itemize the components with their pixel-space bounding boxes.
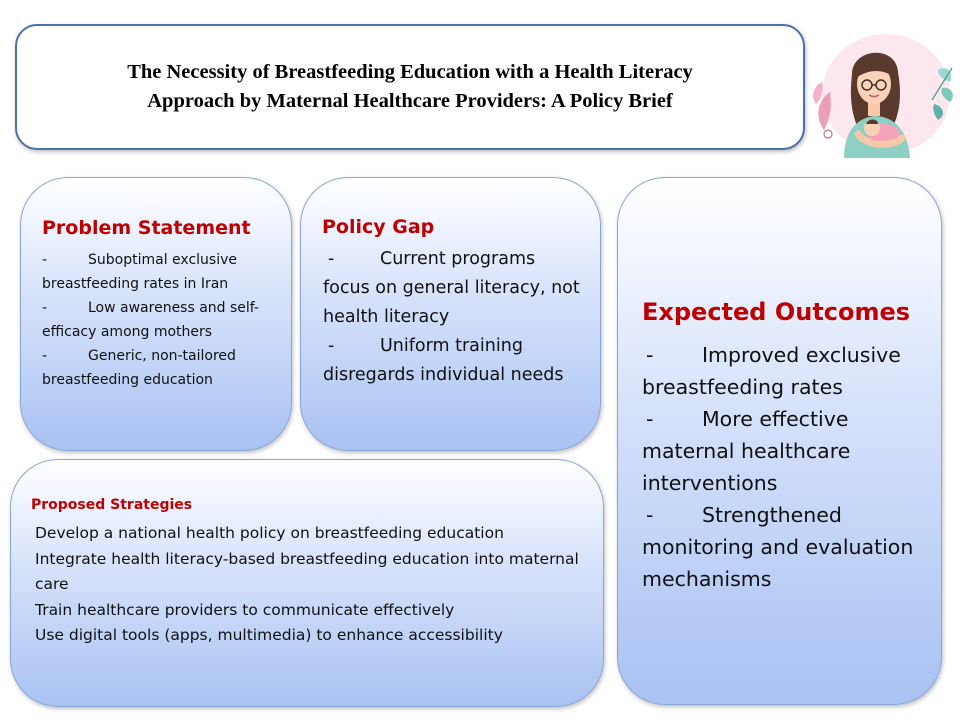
bullet-dash: - bbox=[646, 343, 654, 367]
mother-nursing-baby-illustration bbox=[806, 30, 956, 158]
bullet-dash: - bbox=[42, 300, 48, 316]
problem-statement-heading: Problem Statement bbox=[42, 217, 251, 239]
list-item bbox=[642, 499, 932, 595]
policy-gap-card bbox=[300, 177, 601, 451]
list-item-text: Low awareness and self-efficacy among mothers bbox=[42, 300, 260, 340]
proposed-strategies-heading: Proposed Strategies bbox=[31, 497, 193, 513]
list-item-text: Uniform training disregards individual needs bbox=[323, 336, 564, 385]
list-item-text: Strengthened monitoring and evaluation mechanisms bbox=[642, 503, 914, 591]
title-line-1: The Necessity of Breastfeeding Education with a Health Literacy bbox=[127, 61, 693, 83]
proposed-strategies-list bbox=[31, 521, 591, 649]
expected-outcomes-heading: Expected Outcomes bbox=[642, 298, 911, 326]
list-item bbox=[323, 332, 585, 390]
list-item-text: More effective maternal healthcare interventions bbox=[642, 407, 851, 495]
title-box bbox=[15, 24, 805, 150]
list-item: Integrate health literacy-based breastfeeding education into maternal care bbox=[35, 549, 579, 593]
list-item bbox=[42, 248, 280, 296]
problem-statement-card bbox=[20, 177, 292, 451]
bullet-dash: - bbox=[42, 252, 48, 268]
policy-gap-heading: Policy Gap bbox=[322, 216, 435, 238]
list-item bbox=[42, 344, 280, 392]
list-item-text: Current programs focus on general literacy, not health literacy bbox=[323, 249, 580, 327]
list-item: Use digital tools (apps, multimedia) to enhance accessibility bbox=[35, 626, 503, 644]
policy-gap-list bbox=[323, 245, 585, 390]
page-title bbox=[107, 58, 713, 116]
list-item: Develop a national health policy on breastfeeding education bbox=[35, 524, 504, 542]
list-item-text: Generic, non-tailored breastfeeding education bbox=[42, 348, 236, 388]
bullet-dash: - bbox=[42, 348, 48, 364]
problem-statement-list bbox=[42, 248, 280, 392]
list-item bbox=[42, 296, 280, 344]
bullet-dash: - bbox=[328, 249, 335, 269]
bullet-dash: - bbox=[646, 407, 654, 431]
proposed-strategies-card bbox=[10, 459, 604, 707]
list-item bbox=[323, 245, 585, 332]
bullet-dash: - bbox=[328, 336, 335, 356]
list-item-text: Suboptimal exclusive breastfeeding rates in Iran bbox=[42, 252, 237, 292]
list-item-text: Improved exclusive breastfeeding rates bbox=[642, 343, 901, 399]
title-line-2: Approach by Maternal Healthcare Providers: A Policy Brief bbox=[147, 90, 673, 112]
expected-outcomes-card bbox=[617, 177, 942, 705]
list-item: Train healthcare providers to communicate effectively bbox=[35, 600, 455, 619]
list-item bbox=[642, 339, 932, 403]
expected-outcomes-list bbox=[642, 339, 932, 595]
list-item bbox=[642, 403, 932, 499]
bullet-dash: - bbox=[646, 503, 654, 527]
